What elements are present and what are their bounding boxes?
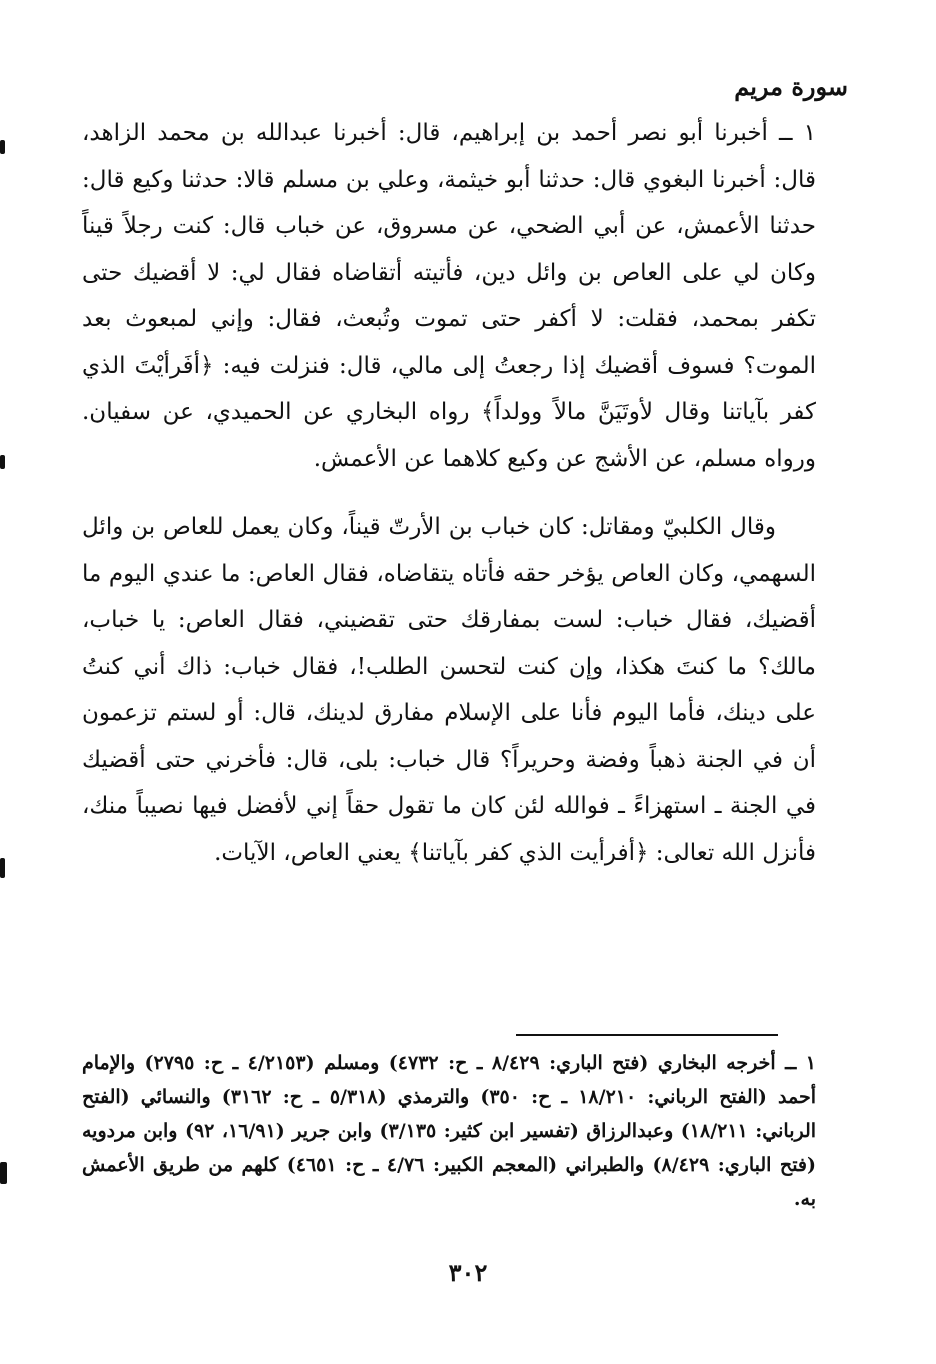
footnote-divider [516,1034,778,1036]
paragraph-kalbi-narration: وقال الكلبيّ ومقاتل: كان خباب بن الأرتّ قيناً، وكان يعمل للعاص بن وائل السهمي، وكان العاص يؤخر حقه فأتاه يتقاضاه، فقال العاص: ما عندي اليوم ما أقضيك، فقال خباب: لست بمفارقك حتى تقضيني، فقال العاص: يا خباب، مالك؟ ما كنتَ هكذا، وإن كنت لتحسن الطلب!، فقال خباب: ذاك أني كنتُ على دينك، فأما اليوم فأنا على الإسلام مفارق لدينك، قال: أو لستم تزعمون أن في الجنة ذهباً وفضة وحريراً؟ قال خباب: بلى، قال: فأخرني حتى أقضيك في الجنة ـ استهزاءً ـ فوالله لئن كان ما تقول حقاً إني لأفضل فيها نصيباً منك، فأنزل الله تعالى: ﴿أفرأيت الذي كفر بآياتنا﴾ يعني العاص، الآيات. [82,514,816,866]
paragraph-hadith-narration: ١ ــ أخبرنا أبو نصر أحمد بن إبراهيم، قال: أخبرنا عبدالله بن محمد الزاهد، قال: أخبرنا البغوي قال: حدثنا أبو خيثمة، وعلي بن مسلم قالا: حدثنا وكيع قال: حدثنا الأعمش، عن أبي الضحي، عن مسروق، عن خباب قال: كنت رجلاً قيناً وكان لي على العاص بن وائل دين، فأتيته أتقاضاه فقال لي: لا أقضيك حتى تكفر بمحمد، فقلت: لا أكفر حتى تموت وتُبعث، فقال: وإني لمبعوث بعد الموت؟ فسوف أقضيك إذا رجعتُ إلى مالي، قال: فنزلت فيه: ﴿أفَرأيْتَ الذي كفر بآياتنا وقال لأوتَيَنَّ مالاً وولداً﴾ رواه البخاري عن الحميدي، عن سفيان. ورواه مسلم، عن الأشج عن وكيع كلاهما عن الأعمش. [82,120,816,472]
footnote: ١ ــ أخرجه البخاري (فتح الباري: ٨/٤٢٩ ـ ح: ٤٧٣٢) ومسلم (٤/٢١٥٣ ـ ح: ٢٧٩٥) والإمام أحمد (الفتح الرباني: ١٨/٢١٠ ـ ح: ٣٥٠) والترمذي (٥/٣١٨ ـ ح: ٣١٦٢) والنسائي (الفتح الرباني: ١٨/٢١١) وعبدالرزاق (تفسير ابن كثير: ٣/١٣٥) وابن جرير (١٦/٩١، ٩٢) وابن مردويه (فتح الباري: ٨/٤٢٩) والطبراني (المعجم الكبير: ٤/٧٦ ـ ح: ٤٦٥١) كلهم من طريق الأعمش به. [82,1052,817,1210]
running-header: سورة مريم [734,72,848,101]
scan-edge-mark [0,455,5,469]
main-text [82,110,816,876]
scan-edge-mark [0,858,5,878]
scan-edge-mark [0,140,5,154]
page-number: ٣٠٢ [448,1258,488,1287]
scan-edge-mark [0,1162,7,1184]
